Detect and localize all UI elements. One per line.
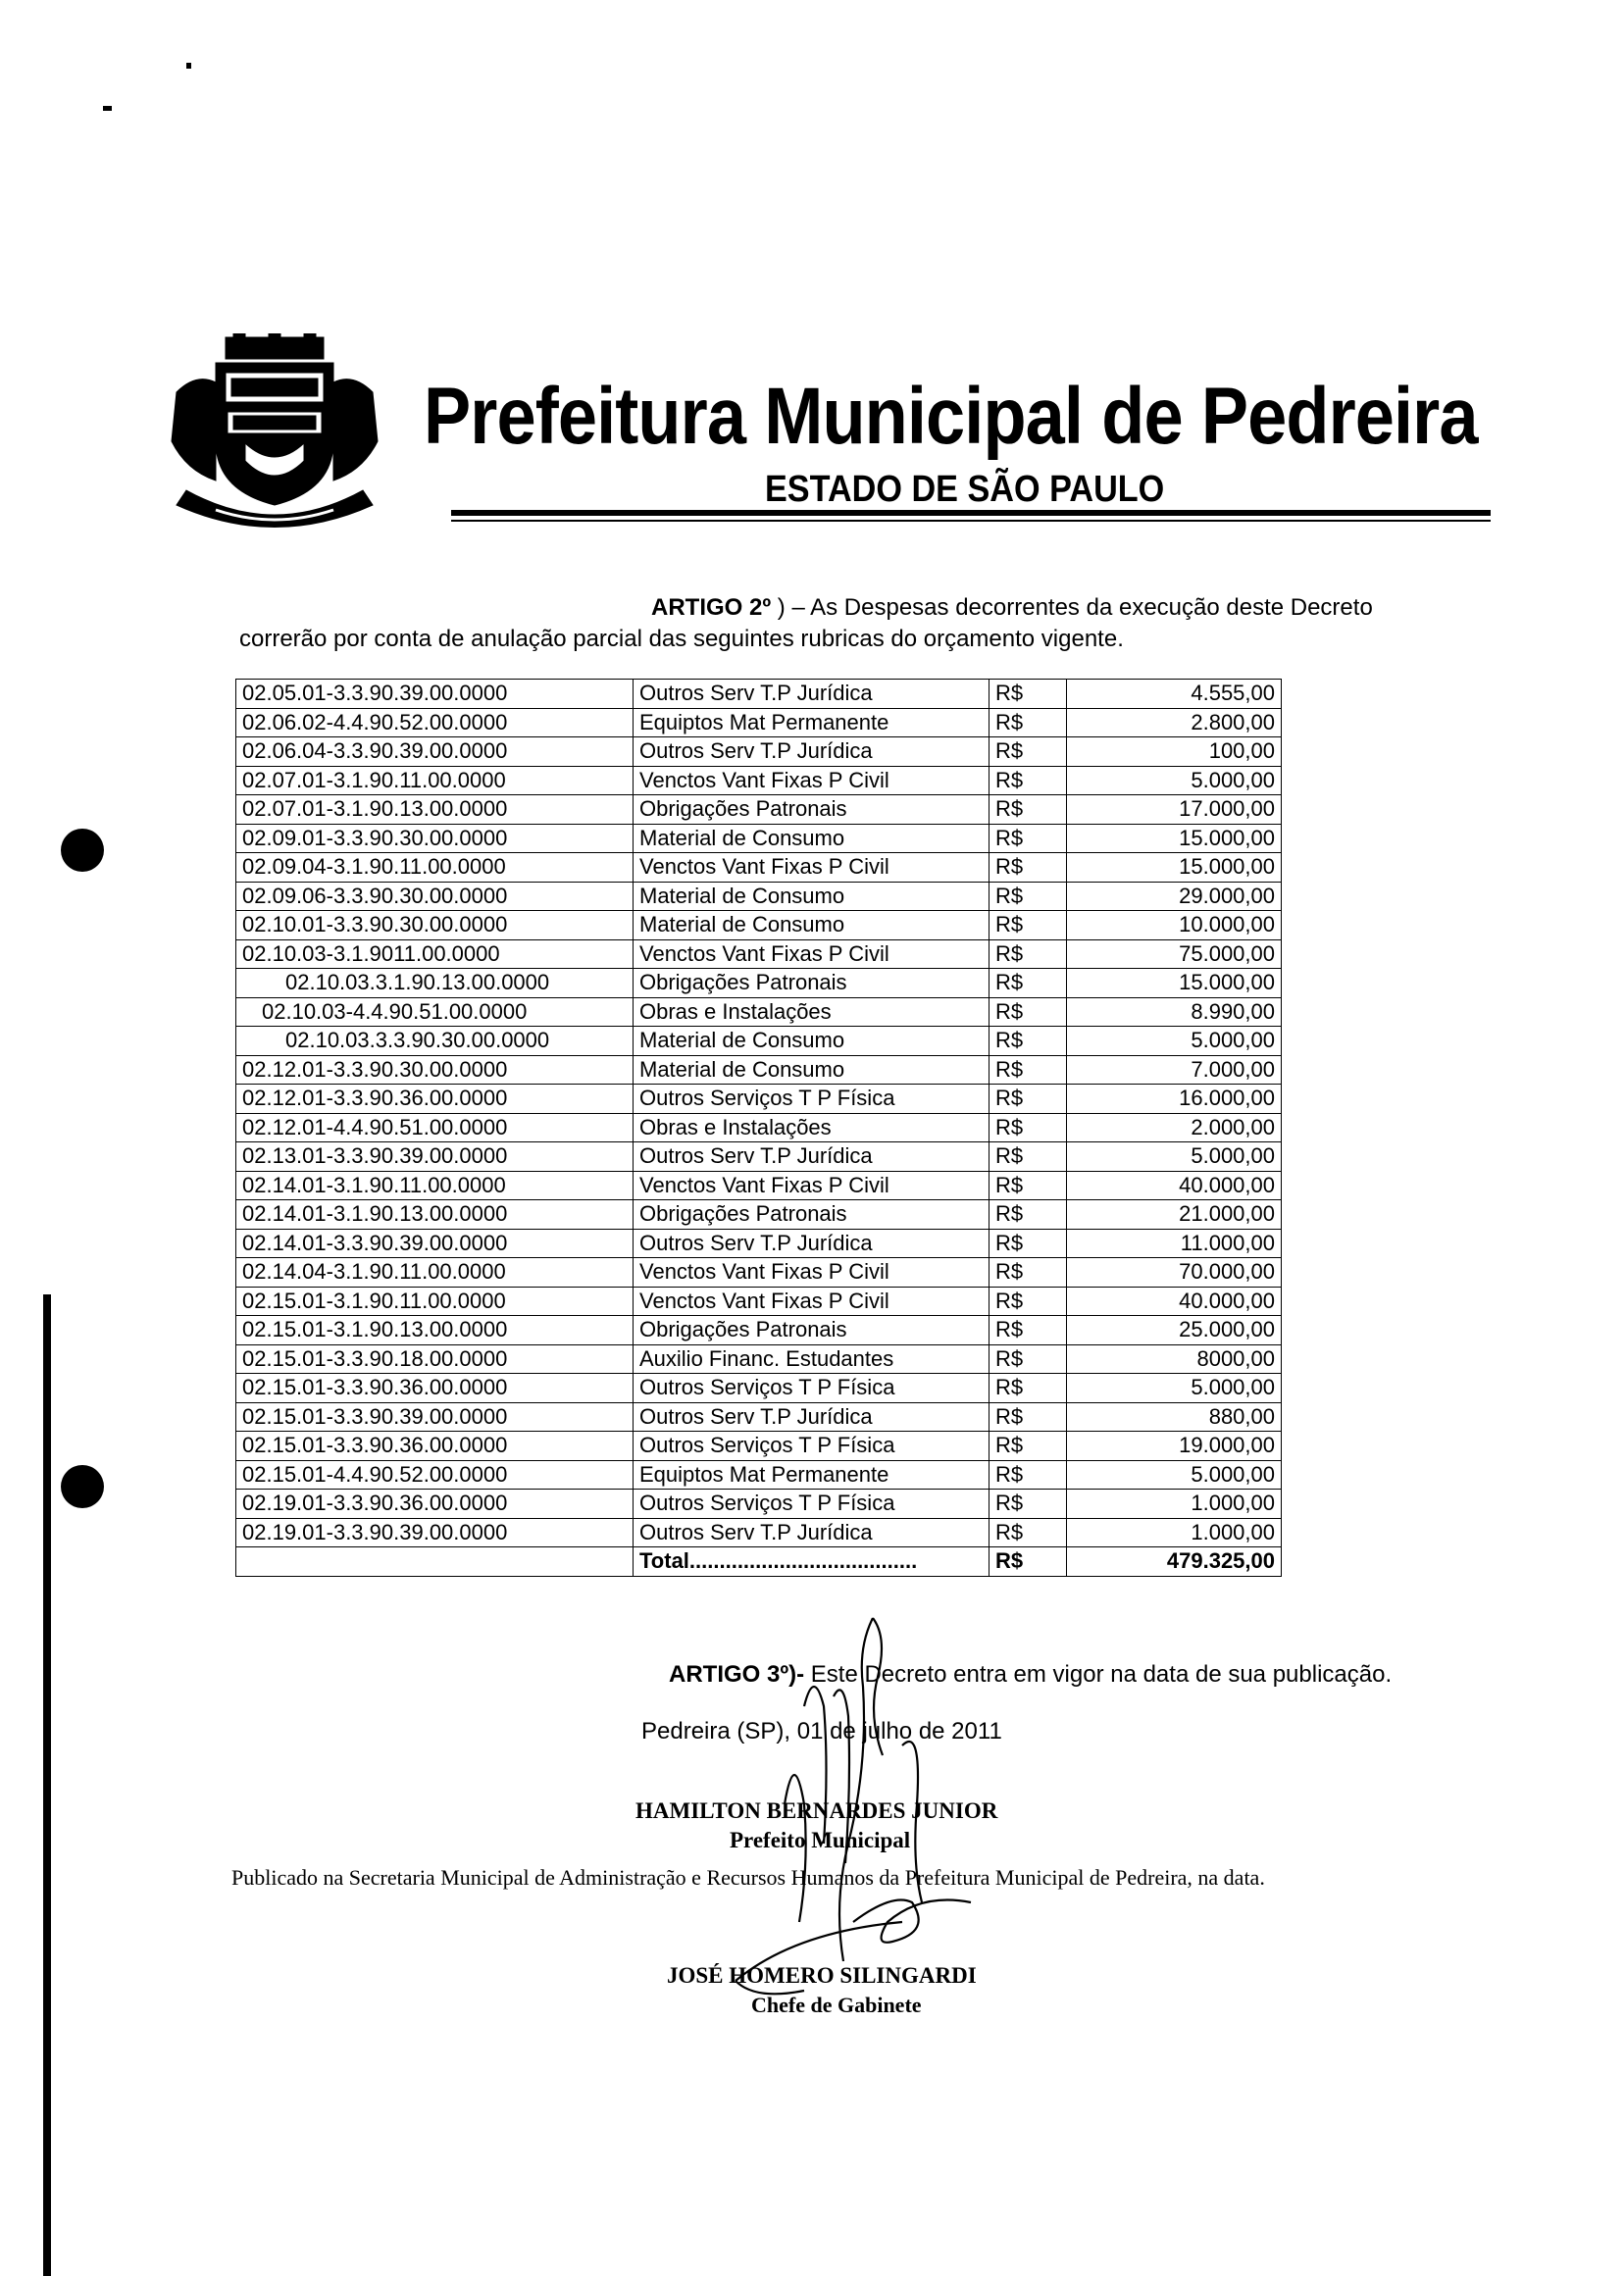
account-code-cell: 02.10.01-3.3.90.30.00.0000 xyxy=(236,911,634,940)
value-cell: 15.000,00 xyxy=(1067,824,1282,853)
account-code-cell: 02.12.01-3.3.90.30.00.0000 xyxy=(236,1055,634,1085)
currency-cell: R$ xyxy=(990,969,1067,998)
place-date: Pedreira (SP), 01 de julho de 2011 xyxy=(641,1718,1002,1745)
account-code-cell: 02.15.01-4.4.90.52.00.0000 xyxy=(236,1460,634,1490)
value-cell: 25.000,00 xyxy=(1067,1316,1282,1345)
currency-cell: R$ xyxy=(990,1229,1067,1258)
value-cell: 2.000,00 xyxy=(1067,1113,1282,1142)
budget-table-body xyxy=(236,680,1282,1577)
account-code-cell: 02.15.01-3.3.90.36.00.0000 xyxy=(236,1374,634,1403)
table-row xyxy=(236,1055,1282,1085)
value-cell: 4.555,00 xyxy=(1067,680,1282,709)
description-cell: Venctos Vant Fixas P Civil xyxy=(634,766,990,795)
table-row xyxy=(236,824,1282,853)
article-3-label: ARTIGO 3º)- xyxy=(669,1661,805,1688)
publication-note: Publicado na Secretaria Municipal de Administração e Recursos Humanos da Prefeitura Municipal de Pedreira, na data. xyxy=(231,1865,1265,1890)
currency-cell: R$ xyxy=(990,824,1067,853)
description-cell: Outros Serv T.P Jurídica xyxy=(634,1229,990,1258)
description-cell: Obras e Instalações xyxy=(634,1113,990,1142)
table-row xyxy=(236,1027,1282,1056)
scan-speck xyxy=(103,106,112,111)
account-code-cell: 02.14.04-3.1.90.11.00.0000 xyxy=(236,1258,634,1288)
empty-cell xyxy=(236,1547,634,1577)
table-row xyxy=(236,882,1282,911)
currency-cell: R$ xyxy=(990,1258,1067,1288)
account-code-cell: 02.19.01-3.3.90.36.00.0000 xyxy=(236,1490,634,1519)
description-cell: Outros Serv T.P Jurídica xyxy=(634,1142,990,1172)
description-cell: Obrigações Patronais xyxy=(634,795,990,825)
table-row xyxy=(236,1200,1282,1230)
value-cell: 40.000,00 xyxy=(1067,1171,1282,1200)
scan-speck xyxy=(186,63,191,69)
article-2-line-2: correrão por conta de anulação parcial das seguintes rubricas do orçamento vigente. xyxy=(239,626,1124,652)
value-cell: 5.000,00 xyxy=(1067,1374,1282,1403)
value-cell: 10.000,00 xyxy=(1067,911,1282,940)
description-cell: Equiptos Mat Permanente xyxy=(634,1460,990,1490)
header-rule xyxy=(451,510,1491,516)
value-cell: 2.800,00 xyxy=(1067,708,1282,737)
table-total-row xyxy=(236,1547,1282,1577)
description-cell: Outros Serviços T P Física xyxy=(634,1085,990,1114)
value-cell: 15.000,00 xyxy=(1067,853,1282,883)
description-cell: Outros Serviços T P Física xyxy=(634,1374,990,1403)
value-cell: 8000,00 xyxy=(1067,1344,1282,1374)
value-cell: 11.000,00 xyxy=(1067,1229,1282,1258)
account-code-cell: 02.14.01-3.1.90.11.00.0000 xyxy=(236,1171,634,1200)
account-code-cell: 02.09.06-3.3.90.30.00.0000 xyxy=(236,882,634,911)
value-cell: 5.000,00 xyxy=(1067,1027,1282,1056)
currency-cell: R$ xyxy=(990,853,1067,883)
signer-1-name: HAMILTON BERNARDES JUNIOR xyxy=(635,1798,998,1823)
table-row xyxy=(236,1142,1282,1172)
value-cell: 880,00 xyxy=(1067,1402,1282,1432)
account-code-cell: 02.06.04-3.3.90.39.00.0000 xyxy=(236,737,634,767)
currency-cell: R$ xyxy=(990,1402,1067,1432)
account-code-cell: 02.13.01-3.3.90.39.00.0000 xyxy=(236,1142,634,1172)
currency-cell: R$ xyxy=(990,1432,1067,1461)
signer-2-role: Chefe de Gabinete xyxy=(751,1993,922,2017)
value-cell: 40.000,00 xyxy=(1067,1287,1282,1316)
currency-cell: R$ xyxy=(990,766,1067,795)
account-code-cell: 02.14.01-3.3.90.39.00.0000 xyxy=(236,1229,634,1258)
value-cell: 100,00 xyxy=(1067,737,1282,767)
table-row xyxy=(236,997,1282,1027)
table-row xyxy=(236,680,1282,709)
article-2-line-1 xyxy=(651,592,1373,624)
table-row xyxy=(236,911,1282,940)
description-cell: Obrigações Patronais xyxy=(634,969,990,998)
currency-cell: R$ xyxy=(990,708,1067,737)
description-cell: Venctos Vant Fixas P Civil xyxy=(634,853,990,883)
account-code-cell: 02.15.01-3.3.90.39.00.0000 xyxy=(236,1402,634,1432)
signer-2-name: JOSÉ HOMERO SILINGARDI xyxy=(667,1963,977,1988)
currency-cell: R$ xyxy=(990,680,1067,709)
currency-cell: R$ xyxy=(990,1200,1067,1230)
description-cell: Equiptos Mat Permanente xyxy=(634,708,990,737)
table-row xyxy=(236,969,1282,998)
total-label: Total...................................... xyxy=(634,1547,990,1577)
table-row xyxy=(236,1518,1282,1547)
table-row xyxy=(236,1229,1282,1258)
table-row xyxy=(236,1402,1282,1432)
value-cell: 29.000,00 xyxy=(1067,882,1282,911)
currency-cell: R$ xyxy=(990,737,1067,767)
value-cell: 16.000,00 xyxy=(1067,1085,1282,1114)
signer-1-role: Prefeito Municipal xyxy=(730,1828,911,1852)
value-cell: 7.000,00 xyxy=(1067,1055,1282,1085)
value-cell: 5.000,00 xyxy=(1067,1142,1282,1172)
description-cell: Venctos Vant Fixas P Civil xyxy=(634,939,990,969)
table-row xyxy=(236,1344,1282,1374)
municipal-coat-of-arms-icon xyxy=(157,333,392,530)
description-cell: Material de Consumo xyxy=(634,911,990,940)
currency-cell: R$ xyxy=(990,1490,1067,1519)
currency-cell: R$ xyxy=(990,882,1067,911)
description-cell: Outros Serv T.P Jurídica xyxy=(634,680,990,709)
currency-cell: R$ xyxy=(990,1113,1067,1142)
account-code-cell: 02.15.01-3.3.90.36.00.0000 xyxy=(236,1432,634,1461)
account-code-cell: 02.14.01-3.1.90.13.00.0000 xyxy=(236,1200,634,1230)
table-row xyxy=(236,708,1282,737)
account-code-cell: 02.19.01-3.3.90.39.00.0000 xyxy=(236,1518,634,1547)
value-cell: 5.000,00 xyxy=(1067,1460,1282,1490)
description-cell: Outros Serv T.P Jurídica xyxy=(634,737,990,767)
article-2-label: ARTIGO 2º xyxy=(651,594,772,621)
description-cell: Material de Consumo xyxy=(634,1055,990,1085)
currency-cell: R$ xyxy=(990,1316,1067,1345)
table-row xyxy=(236,795,1282,825)
table-row xyxy=(236,737,1282,767)
account-code-cell: 02.10.03.3.3.90.30.00.0000 xyxy=(236,1027,634,1056)
account-code-cell: 02.06.02-4.4.90.52.00.0000 xyxy=(236,708,634,737)
account-code-cell: 02.10.03-3.1.9011.00.0000 xyxy=(236,939,634,969)
description-cell: Obrigações Patronais xyxy=(634,1200,990,1230)
description-cell: Material de Consumo xyxy=(634,882,990,911)
value-cell: 15.000,00 xyxy=(1067,969,1282,998)
account-code-cell: 02.15.01-3.1.90.13.00.0000 xyxy=(236,1316,634,1345)
value-cell: 21.000,00 xyxy=(1067,1200,1282,1230)
currency-cell: R$ xyxy=(990,1460,1067,1490)
currency-cell: R$ xyxy=(990,1085,1067,1114)
page-subtitle: ESTADO DE SÃO PAULO xyxy=(765,469,1165,510)
value-cell: 17.000,00 xyxy=(1067,795,1282,825)
currency-cell: R$ xyxy=(990,795,1067,825)
table-row xyxy=(236,1113,1282,1142)
currency-cell: R$ xyxy=(990,1518,1067,1547)
value-cell: 19.000,00 xyxy=(1067,1432,1282,1461)
account-code-cell: 02.07.01-3.1.90.13.00.0000 xyxy=(236,795,634,825)
table-row xyxy=(236,1287,1282,1316)
table-row xyxy=(236,853,1282,883)
total-currency: R$ xyxy=(990,1547,1067,1577)
handwritten-signature-icon xyxy=(677,1608,990,2020)
budget-table xyxy=(235,679,1282,1577)
article-3-text: Este Decreto entra em vigor na data de sua publicação. xyxy=(804,1661,1393,1688)
table-row xyxy=(236,766,1282,795)
table-row xyxy=(236,1374,1282,1403)
description-cell: Venctos Vant Fixas P Civil xyxy=(634,1171,990,1200)
currency-cell: R$ xyxy=(990,1344,1067,1374)
description-cell: Auxilio Financ. Estudantes xyxy=(634,1344,990,1374)
description-cell: Material de Consumo xyxy=(634,824,990,853)
account-code-cell: 02.15.01-3.3.90.18.00.0000 xyxy=(236,1344,634,1374)
value-cell: 8.990,00 xyxy=(1067,997,1282,1027)
scan-edge-bar xyxy=(43,1294,51,2276)
currency-cell: R$ xyxy=(990,1287,1067,1316)
table-row xyxy=(236,939,1282,969)
value-cell: 1.000,00 xyxy=(1067,1490,1282,1519)
table-row xyxy=(236,1171,1282,1200)
description-cell: Material de Consumo xyxy=(634,1027,990,1056)
currency-cell: R$ xyxy=(990,1142,1067,1172)
page-title: Prefeitura Municipal de Pedreira xyxy=(424,372,1478,461)
description-cell: Outros Serv T.P Jurídica xyxy=(634,1402,990,1432)
table-row xyxy=(236,1258,1282,1288)
description-cell: Venctos Vant Fixas P Civil xyxy=(634,1258,990,1288)
account-code-cell: 02.15.01-3.1.90.11.00.0000 xyxy=(236,1287,634,1316)
account-code-cell: 02.12.01-3.3.90.36.00.0000 xyxy=(236,1085,634,1114)
table-row xyxy=(236,1316,1282,1345)
account-code-cell: 02.09.01-3.3.90.30.00.0000 xyxy=(236,824,634,853)
account-code-cell: 02.09.04-3.1.90.11.00.0000 xyxy=(236,853,634,883)
table-row xyxy=(236,1490,1282,1519)
description-cell: Obras e Instalações xyxy=(634,997,990,1027)
binder-hole xyxy=(61,829,104,872)
currency-cell: R$ xyxy=(990,1027,1067,1056)
header-rule-thin xyxy=(451,520,1491,522)
letterhead xyxy=(157,333,1491,530)
value-cell: 5.000,00 xyxy=(1067,766,1282,795)
description-cell: Outros Serviços T P Física xyxy=(634,1432,990,1461)
binder-hole xyxy=(61,1465,104,1508)
account-code-cell: 02.07.01-3.1.90.11.00.0000 xyxy=(236,766,634,795)
value-cell: 1.000,00 xyxy=(1067,1518,1282,1547)
table-row xyxy=(236,1460,1282,1490)
currency-cell: R$ xyxy=(990,1171,1067,1200)
currency-cell: R$ xyxy=(990,939,1067,969)
article-2-text: ) – As Despesas decorrentes da execução deste Decreto xyxy=(771,594,1373,621)
currency-cell: R$ xyxy=(990,997,1067,1027)
account-code-cell: 02.10.03-4.4.90.51.00.0000 xyxy=(236,997,634,1027)
description-cell: Venctos Vant Fixas P Civil xyxy=(634,1287,990,1316)
account-code-cell: 02.12.01-4.4.90.51.00.0000 xyxy=(236,1113,634,1142)
total-value: 479.325,00 xyxy=(1067,1547,1282,1577)
description-cell: Obrigações Patronais xyxy=(634,1316,990,1345)
currency-cell: R$ xyxy=(990,1055,1067,1085)
table-row xyxy=(236,1085,1282,1114)
account-code-cell: 02.05.01-3.3.90.39.00.0000 xyxy=(236,680,634,709)
value-cell: 75.000,00 xyxy=(1067,939,1282,969)
description-cell: Outros Serviços T P Física xyxy=(634,1490,990,1519)
value-cell: 70.000,00 xyxy=(1067,1258,1282,1288)
currency-cell: R$ xyxy=(990,1374,1067,1403)
account-code-cell: 02.10.03.3.1.90.13.00.0000 xyxy=(236,969,634,998)
description-cell: Outros Serv T.P Jurídica xyxy=(634,1518,990,1547)
currency-cell: R$ xyxy=(990,911,1067,940)
table-row xyxy=(236,1432,1282,1461)
